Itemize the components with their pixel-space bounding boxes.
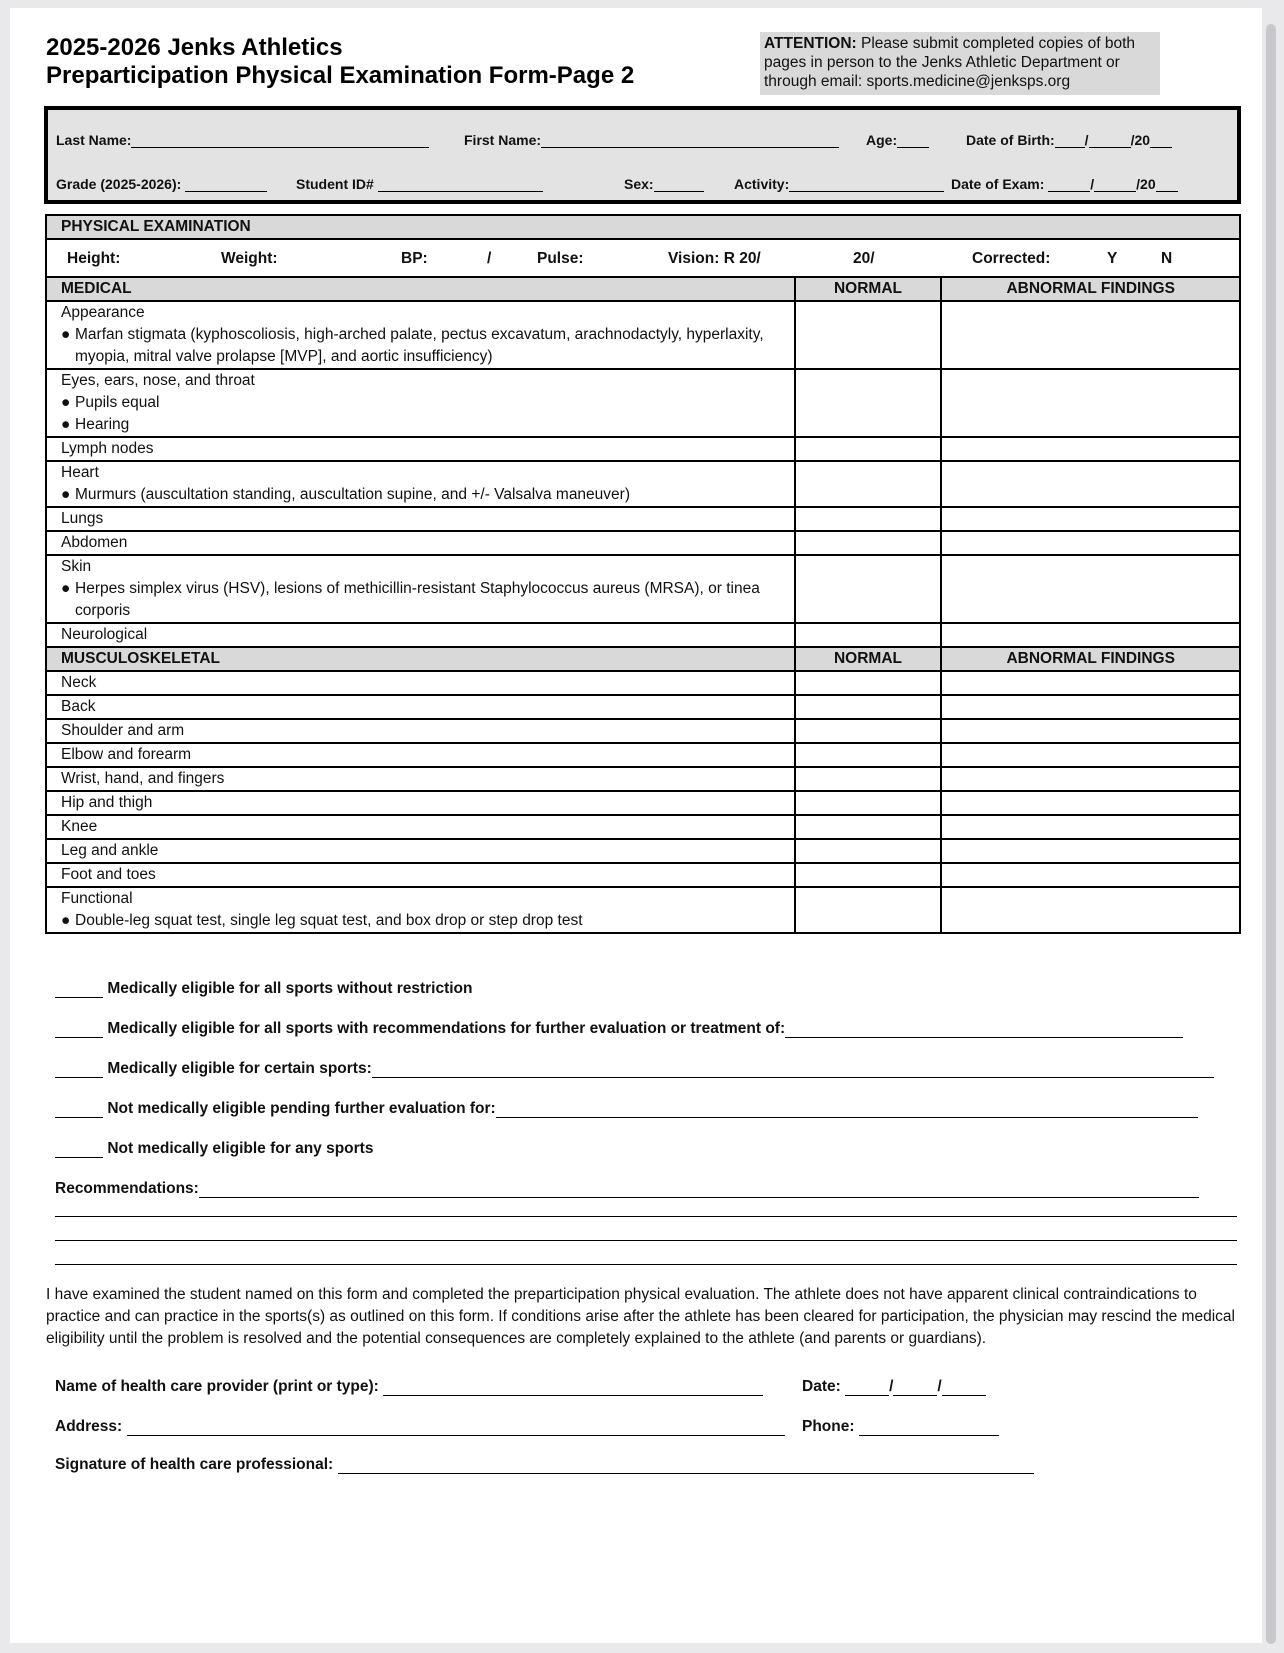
first-name-label: First Name: <box>464 132 542 148</box>
medical-normal-cell[interactable] <box>795 301 942 369</box>
msk-item <box>46 695 795 719</box>
eligibility-1-blank[interactable] <box>55 983 103 998</box>
eligibility-5-blank[interactable] <box>55 1143 103 1158</box>
exam-slash: / <box>1090 176 1095 192</box>
student-id-field[interactable] <box>296 176 543 192</box>
msk-normal-cell[interactable] <box>795 671 942 695</box>
recommendations-line-2[interactable] <box>55 1216 1237 1217</box>
eligibility-2-blank[interactable] <box>55 1023 103 1038</box>
eligibility-3-label: Medically eligible for certain sports: <box>107 1060 372 1077</box>
msk-row <box>46 863 1240 887</box>
medical-item-bullet-text: Murmurs (auscultation standing, auscultation supine, and +/- Valsalva maneuver) <box>75 486 630 503</box>
medical-item-bullet-text: Hearing <box>75 416 130 433</box>
medical-header: MEDICAL <box>46 277 795 301</box>
signature-date-field[interactable] <box>802 1378 986 1396</box>
grade-label: Grade (2025-2026): <box>56 176 182 192</box>
first-name-field[interactable] <box>464 132 839 148</box>
medical-item-bullet <box>61 324 780 368</box>
dob-field[interactable] <box>966 132 1172 148</box>
msk-item-title: Wrist, hand, and fingers <box>61 770 225 787</box>
msk-row <box>46 767 1240 791</box>
medical-normal-cell[interactable] <box>795 461 942 507</box>
bullet-icon: ● <box>61 394 71 411</box>
vision-left-label[interactable]: 20/ <box>853 250 875 267</box>
msk-normal-cell[interactable] <box>795 743 942 767</box>
medical-abnormal-cell[interactable] <box>941 301 1240 369</box>
eligibility-5-label: Not medically eligible for any sports <box>107 1140 374 1157</box>
msk-normal-cell[interactable] <box>795 791 942 815</box>
medical-item-bullet <box>61 414 780 436</box>
eligibility-option-4[interactable] <box>55 1100 1198 1118</box>
physical-exam-header: PHYSICAL EXAMINATION <box>46 215 1240 239</box>
medical-item <box>46 623 795 647</box>
medical-item <box>46 531 795 555</box>
form-title <box>46 34 634 90</box>
msk-row <box>46 671 1240 695</box>
date-slash-1: / <box>889 1378 894 1395</box>
vitals-row <box>46 239 1240 277</box>
corrected-yes-option[interactable]: Y <box>1107 250 1118 267</box>
student-id-label: Student ID# <box>296 176 374 192</box>
age-line <box>897 133 929 148</box>
medical-abnormal-cell[interactable] <box>941 623 1240 647</box>
phone-label: Phone: <box>802 1418 855 1435</box>
medical-item <box>46 301 795 369</box>
eligibility-2-line[interactable] <box>785 1023 1183 1038</box>
msk-item <box>46 671 795 695</box>
msk-item <box>46 719 795 743</box>
bullet-icon: ● <box>61 912 71 929</box>
msk-abnormal-cell[interactable] <box>941 863 1240 887</box>
medical-item-bullet-text: Herpes simplex virus (HSV), lesions of methicillin-resistant Staphylococcus aureus (MRSA), or tinea corporis <box>75 580 760 619</box>
title-line-2: Preparticipation Physical Examination Form-Page 2 <box>46 62 635 89</box>
medical-row <box>46 507 1240 531</box>
msk-item-title: Back <box>61 698 96 715</box>
medical-item-title: Skin <box>61 558 92 575</box>
vitals-cell <box>46 239 1240 277</box>
musculoskeletal-header-row <box>46 647 1240 671</box>
medical-item <box>46 437 795 461</box>
eligibility-option-5[interactable] <box>55 1140 373 1158</box>
msk-row <box>46 815 1240 839</box>
msk-item <box>46 743 795 767</box>
physical-exam-header-row <box>46 215 1240 239</box>
msk-normal-cell[interactable] <box>795 863 942 887</box>
eligibility-4-line[interactable] <box>496 1103 1198 1118</box>
medical-item-bullet <box>61 578 780 622</box>
medical-row <box>46 369 1240 437</box>
medical-item <box>46 507 795 531</box>
medical-item-title: Abdomen <box>61 534 128 551</box>
msk-normal-cell[interactable] <box>795 767 942 791</box>
provider-name-label: Name of health care provider (print or type): <box>55 1378 379 1395</box>
medical-normal-header: NORMAL <box>795 277 942 301</box>
address-field[interactable] <box>55 1418 785 1436</box>
msk-item-title: Elbow and forearm <box>61 746 192 763</box>
medical-row <box>46 531 1240 555</box>
recommendations-line-3[interactable] <box>55 1240 1237 1241</box>
medical-abnormal-cell[interactable] <box>941 507 1240 531</box>
date-month-line[interactable] <box>845 1381 889 1396</box>
medical-abnormal-cell[interactable] <box>941 437 1240 461</box>
medical-normal-cell[interactable] <box>795 369 942 437</box>
dob-month-line <box>1055 133 1085 148</box>
msk-abnormal-cell[interactable] <box>941 839 1240 863</box>
medical-item-title: Lungs <box>61 510 104 527</box>
msk-normal-cell[interactable] <box>795 839 942 863</box>
msk-row <box>46 719 1240 743</box>
msk-row <box>46 791 1240 815</box>
date-day-line[interactable] <box>893 1381 937 1396</box>
msk-row <box>46 839 1240 863</box>
msk-item <box>46 791 795 815</box>
medical-item <box>46 461 795 507</box>
first-name-line <box>541 133 839 148</box>
msk-abnormal-cell[interactable] <box>941 887 1240 933</box>
address-label: Address: <box>55 1418 123 1435</box>
attention-note <box>760 32 1160 95</box>
medical-row <box>46 623 1240 647</box>
msk-normal-cell[interactable] <box>795 887 942 933</box>
medical-normal-cell[interactable] <box>795 555 942 623</box>
msk-row <box>46 695 1240 719</box>
msk-item-title: Knee <box>61 818 98 835</box>
exam-year-prefix: /20 <box>1136 176 1156 192</box>
msk-item <box>46 815 795 839</box>
msk-normal-cell[interactable] <box>795 695 942 719</box>
musculoskeletal-header: MUSCULOSKELETAL <box>46 647 795 671</box>
medical-row <box>46 461 1240 507</box>
medical-header-row <box>46 277 1240 301</box>
eligibility-4-blank[interactable] <box>55 1103 103 1118</box>
date-of-exam-label: Date of Exam: <box>951 176 1045 192</box>
sex-label: Sex: <box>624 176 654 192</box>
activity-field[interactable] <box>734 176 944 192</box>
grade-field[interactable] <box>56 176 267 192</box>
medical-abnormal-cell[interactable] <box>941 461 1240 507</box>
physician-statement: I have examined the student named on this form and completed the preparticipation physical evaluation. The athlete does not have apparent clinical contraindications to practice and can practice in the sports(s) as outlined on this form. If conditions arise after the athlete has been cleared for participation, the physician may rescind the medical eligibility until the problem is resolved and the potential consequences are completely explained to the athlete (and parents or guardians). <box>46 1286 1235 1347</box>
grade-line <box>185 177 267 192</box>
medical-item <box>46 555 795 623</box>
corrected-no-option[interactable]: N <box>1161 250 1173 267</box>
recommendations-line-4[interactable] <box>55 1264 1237 1265</box>
eligibility-3-blank[interactable] <box>55 1063 103 1078</box>
msk-item <box>46 767 795 791</box>
msk-item-title: Functional <box>61 890 133 907</box>
medical-item-bullet <box>61 484 780 506</box>
bullet-icon: ● <box>61 416 71 433</box>
eligibility-1-label: Medically eligible for all sports without restriction <box>107 980 473 997</box>
vision-right-label[interactable]: Vision: R 20/ <box>668 250 761 267</box>
msk-item <box>46 887 795 933</box>
msk-abnormal-cell[interactable] <box>941 767 1240 791</box>
medical-item-title: Lymph nodes <box>61 440 154 457</box>
date-slash-2: / <box>937 1378 942 1395</box>
date-year-line[interactable] <box>942 1381 986 1396</box>
dob-label: Date of Birth: <box>966 132 1055 148</box>
age-label: Age: <box>866 132 898 148</box>
phone-field[interactable] <box>802 1418 999 1436</box>
student-info-box <box>44 106 1241 204</box>
eligibility-4-label: Not medically eligible pending further evaluation for: <box>107 1100 496 1117</box>
eligibility-3-line[interactable] <box>372 1063 1214 1078</box>
dob-year-line <box>1150 133 1172 148</box>
recommendations-field[interactable] <box>55 1180 1199 1198</box>
msk-abnormal-cell[interactable] <box>941 719 1240 743</box>
medical-row <box>46 555 1240 623</box>
medical-normal-cell[interactable] <box>795 531 942 555</box>
height-label[interactable]: Height: <box>67 250 121 267</box>
eligibility-option-2[interactable] <box>55 1020 1183 1038</box>
msk-item-bullet-text: Double-leg squat test, single leg squat test, and box drop or step drop test <box>75 912 583 929</box>
signature-label: Signature of health care professional: <box>55 1456 334 1473</box>
eligibility-2-label: Medically eligible for all sports with recommendations for further evaluation or treatment of: <box>107 1020 786 1037</box>
scrollbar[interactable] <box>1266 24 1276 1644</box>
dob-year-prefix: /20 <box>1130 132 1151 148</box>
signature-date-label: Date: <box>802 1378 841 1395</box>
bp-label[interactable]: BP: <box>401 250 428 267</box>
dob-day-line <box>1089 133 1131 148</box>
medical-abnormal-header: ABNORMAL FINDINGS <box>941 277 1240 301</box>
recommendations-label: Recommendations: <box>55 1180 199 1197</box>
msk-item-title: Leg and ankle <box>61 842 159 859</box>
eligibility-option-1[interactable] <box>55 980 473 998</box>
msk-row <box>46 887 1240 933</box>
date-of-exam-field[interactable] <box>951 176 1178 192</box>
provider-name-line[interactable] <box>383 1381 763 1396</box>
weight-label[interactable]: Weight: <box>221 250 278 267</box>
signature-line[interactable] <box>338 1459 1034 1474</box>
msk-abnormal-header: ABNORMAL FINDINGS <box>941 647 1240 671</box>
medical-normal-cell[interactable] <box>795 623 942 647</box>
msk-normal-cell[interactable] <box>795 815 942 839</box>
recommendations-line-1[interactable] <box>199 1183 1199 1198</box>
medical-normal-cell[interactable] <box>795 507 942 531</box>
medical-row <box>46 301 1240 369</box>
exam-month-line <box>1048 177 1090 192</box>
medical-normal-cell[interactable] <box>795 437 942 461</box>
eligibility-option-3[interactable] <box>55 1060 1214 1078</box>
attention-label: ATTENTION: <box>764 35 857 52</box>
medical-item-title: Neurological <box>61 626 148 643</box>
last-name-label: Last Name: <box>56 132 132 148</box>
msk-item-title: Shoulder and arm <box>61 722 185 739</box>
medical-abnormal-cell[interactable] <box>941 369 1240 437</box>
dob-slash: / <box>1084 132 1089 148</box>
exam-year-line <box>1156 177 1178 192</box>
medical-item-title: Appearance <box>61 304 145 321</box>
msk-abnormal-cell[interactable] <box>941 671 1240 695</box>
medical-item <box>46 369 795 437</box>
msk-normal-header: NORMAL <box>795 647 942 671</box>
bullet-icon: ● <box>61 486 71 503</box>
last-name-field[interactable] <box>56 132 429 148</box>
last-name-line <box>131 133 429 148</box>
attention-text: Please submit completed copies of both pages in person to the Jenks Athletic Department or through email: sports.medicine@jenksps.org <box>764 35 1136 90</box>
pulse-label[interactable]: Pulse: <box>537 250 584 267</box>
exam-day-line <box>1094 177 1136 192</box>
signature-field[interactable] <box>55 1456 1034 1474</box>
msk-item <box>46 839 795 863</box>
age-field[interactable] <box>866 132 929 148</box>
sex-line <box>654 177 704 192</box>
address-line[interactable] <box>127 1421 785 1436</box>
medical-item-bullet-text: Pupils equal <box>75 394 160 411</box>
msk-abnormal-cell[interactable] <box>941 791 1240 815</box>
msk-row <box>46 743 1240 767</box>
student-id-line <box>378 177 543 192</box>
medical-item-title: Heart <box>61 464 99 481</box>
msk-item-title: Hip and thigh <box>61 794 153 811</box>
medical-abnormal-cell[interactable] <box>941 531 1240 555</box>
msk-item-bullet <box>61 910 780 932</box>
medical-item-bullet-text: Marfan stigmata (kyphoscoliosis, high-arched palate, pectus excavatum, arachnodactyly, hyperlaxity, myopia, mitral valve prolapse [MVP], and aortic insufficiency) <box>75 326 764 365</box>
medical-item-bullet <box>61 392 780 414</box>
msk-item <box>46 863 795 887</box>
form-page <box>10 8 1262 1643</box>
title-line-1: 2025-2026 Jenks Athletics <box>46 34 343 61</box>
msk-item-title: Foot and toes <box>61 866 156 883</box>
physical-exam-table <box>45 214 1241 934</box>
msk-abnormal-cell[interactable] <box>941 695 1240 719</box>
medical-abnormal-cell[interactable] <box>941 555 1240 623</box>
msk-abnormal-cell[interactable] <box>941 815 1240 839</box>
phone-line[interactable] <box>859 1421 999 1436</box>
bullet-icon: ● <box>61 326 71 343</box>
activity-line <box>789 177 944 192</box>
activity-label: Activity: <box>734 176 790 192</box>
bp-slash: / <box>487 250 492 267</box>
medical-item-title: Eyes, ears, nose, and throat <box>61 372 255 389</box>
bullet-icon: ● <box>61 580 71 597</box>
sex-field[interactable] <box>624 176 704 192</box>
msk-normal-cell[interactable] <box>795 719 942 743</box>
corrected-label: Corrected: <box>972 250 1051 267</box>
msk-abnormal-cell[interactable] <box>941 743 1240 767</box>
provider-name-field[interactable] <box>55 1378 763 1396</box>
msk-item-title: Neck <box>61 674 97 691</box>
medical-row <box>46 437 1240 461</box>
